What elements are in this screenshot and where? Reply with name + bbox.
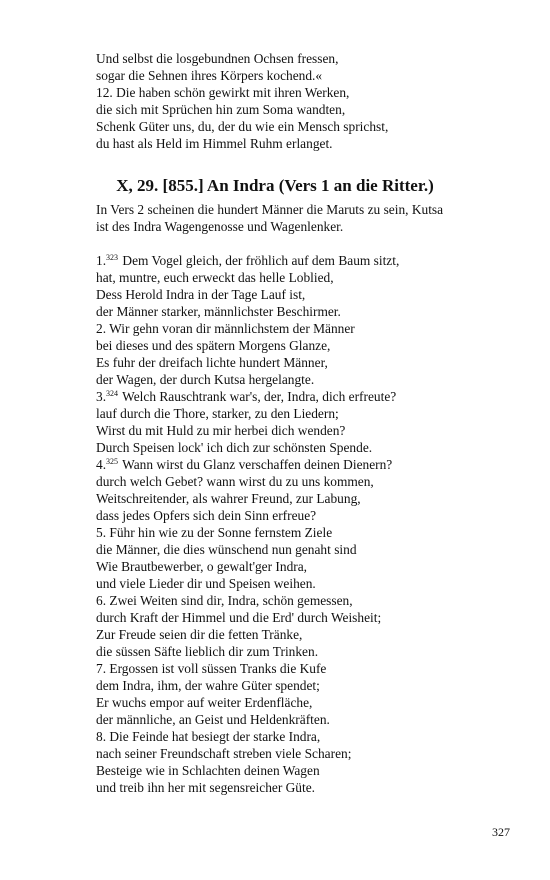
verse-line: die Männer, die dies wünschend nun genaht sind bbox=[96, 542, 357, 557]
verse-line: dem Indra, ihm, der wahre Güter spendet; bbox=[96, 678, 320, 693]
verse-line: sogar die Sehnen ihres Körpers kochend.« bbox=[96, 68, 323, 83]
verse-line: Weitschreitender, als wahrer Freund, zur Labung, bbox=[96, 491, 361, 506]
hymn-verses bbox=[96, 252, 516, 796]
verse-text: Dem Vogel gleich, der fröhlich auf dem Baum sitzt, bbox=[119, 253, 400, 268]
verse-line: der Wagen, der durch Kutsa hergelangte. bbox=[96, 372, 315, 387]
verse-line: und viele Lieder dir und Speisen weihen. bbox=[96, 576, 316, 591]
verse-line: 6. Zwei Weiten sind dir, Indra, schön gemessen, bbox=[96, 593, 353, 608]
preceding-verses bbox=[96, 50, 516, 152]
verse-line: die sich mit Sprüchen hin zum Soma wandten, bbox=[96, 102, 346, 117]
page-number: 327 bbox=[492, 825, 510, 839]
verse-line: du hast als Held im Himmel Ruhm erlanget. bbox=[96, 136, 333, 151]
verse-line: Und selbst die losgebundnen Ochsen fressen, bbox=[96, 51, 339, 66]
verse-line: Er wuchs empor auf weiter Erdenfläche, bbox=[96, 695, 313, 710]
verse-line: nach seiner Freundschaft streben viele Scharen; bbox=[96, 746, 352, 761]
verse-number: 3. bbox=[96, 389, 107, 404]
verse-line: hat, muntre, euch erweckt das helle Loblied, bbox=[96, 270, 334, 285]
verse-line: Schenk Güter uns, du, der du wie ein Mensch sprichst, bbox=[96, 119, 389, 134]
verse-line: Wie Brautbewerber, o gewalt'ger Indra, bbox=[96, 559, 308, 574]
verse-line bbox=[96, 456, 516, 473]
footnote-reference[interactable]: 325 bbox=[106, 457, 119, 466]
verse-line: der Männer starker, männlichster Beschirmer. bbox=[96, 304, 341, 319]
verse-line: dass jedes Opfers sich dein Sinn erfreue? bbox=[96, 508, 317, 523]
intro-line: ist des Indra Wagengenosse und Wagenlenker. bbox=[96, 219, 344, 234]
verse-line: bei dieses und des spätern Morgens Glanze, bbox=[96, 338, 331, 353]
verse-line: durch Kraft der Himmel und die Erd' durch Weisheit; bbox=[96, 610, 382, 625]
verse-line: Wirst du mit Huld zu mir herbei dich wenden? bbox=[96, 423, 346, 438]
verse-line: Dess Herold Indra in der Tage Lauf ist, bbox=[96, 287, 306, 302]
footnote-reference[interactable]: 324 bbox=[106, 389, 119, 398]
verse-line: Durch Speisen lock' ich dich zur schönsten Spende. bbox=[96, 440, 373, 455]
verse-line: 7. Ergossen ist voll süssen Tranks die Kufe bbox=[96, 661, 327, 676]
verse-line: der männliche, an Geist und Heldenkräften. bbox=[96, 712, 330, 727]
verse-line: die süssen Säfte lieblich dir zum Trinken. bbox=[96, 644, 319, 659]
verse-line: 2. Wir gehn voran dir männlichstem der Männer bbox=[96, 321, 355, 336]
verse-line: durch welch Gebet? wann wirst du zu uns kommen, bbox=[96, 474, 374, 489]
verse-line bbox=[96, 388, 516, 405]
verse-line: lauf durch die Thore, starker, zu den Liedern; bbox=[96, 406, 339, 421]
verse-line: 8. Die Feinde hat besiegt der starke Indra, bbox=[96, 729, 321, 744]
hymn-heading: X, 29. [855.] An Indra (Vers 1 an die Ritter.) bbox=[116, 176, 434, 195]
verse-number: 1. bbox=[96, 253, 107, 268]
footnote-reference[interactable]: 323 bbox=[106, 253, 119, 262]
intro-line: In Vers 2 scheinen die hundert Männer die Maruts zu sein, Kutsa bbox=[96, 202, 444, 217]
verse-text: Wann wirst du Glanz verschaffen deinen Dienern? bbox=[119, 457, 393, 472]
verse-line: Es fuhr der dreifach lichte hundert Männer, bbox=[96, 355, 328, 370]
verse-text: Welch Rauschtrank war's, der, Indra, dich erfreute? bbox=[119, 389, 397, 404]
verse-number: 4. bbox=[96, 457, 107, 472]
hymn-introduction bbox=[96, 201, 516, 235]
verse-line: Zur Freude seien dir die fetten Tränke, bbox=[96, 627, 303, 642]
verse-line: 12. Die haben schön gewirkt mit ihren Werken, bbox=[96, 85, 350, 100]
verse-line: 5. Führ hin wie zu der Sonne fernstem Ziele bbox=[96, 525, 333, 540]
verse-line: Besteige wie in Schlachten deinen Wagen bbox=[96, 763, 320, 778]
verse-line: und treib ihn her mit segensreicher Güte. bbox=[96, 780, 316, 795]
verse-line bbox=[96, 252, 516, 269]
